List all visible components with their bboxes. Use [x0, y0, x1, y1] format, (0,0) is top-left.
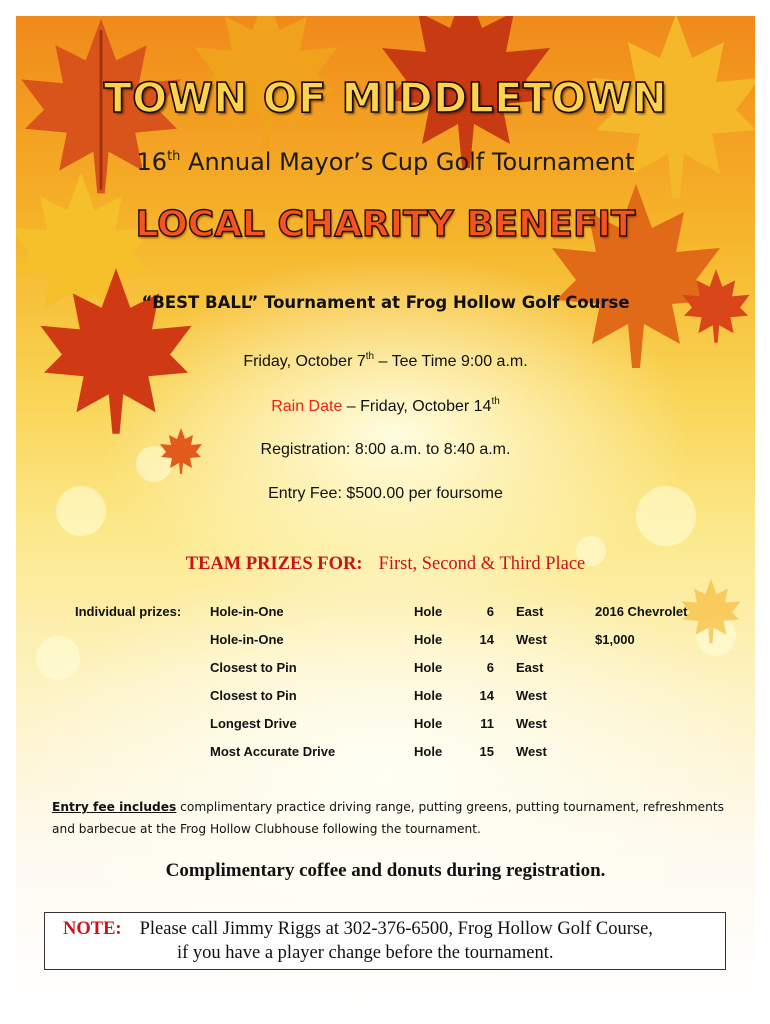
town-title: TOWN OF MIDDLETOWN [103, 74, 668, 122]
prize-hole-label: Hole [414, 604, 443, 619]
rain-date-text: – Friday, October 14 [342, 398, 492, 415]
prize-hole-number: 6 [486, 604, 494, 619]
date-suffix: th [365, 351, 375, 362]
prize-row [16, 632, 755, 652]
prize-row [16, 688, 755, 708]
note-text-1: Please call Jimmy Riggs at 302-376-6500, Frog Hollow Golf Course, [139, 919, 653, 939]
prize-hole-label: Hole [414, 716, 443, 731]
flyer [16, 16, 755, 1010]
coffee-line: Complimentary coffee and donuts during registration. [165, 860, 606, 881]
prize-row [16, 604, 755, 624]
note-label: NOTE: [63, 919, 122, 939]
annual-suffix: th [167, 149, 181, 164]
prize-course-side: West [516, 744, 547, 759]
prize-award: $1,000 [595, 632, 635, 647]
prize-name: Closest to Pin [210, 688, 297, 703]
team-prizes-value: First, Second & Third Place [378, 554, 586, 574]
prize-course-side: West [516, 716, 547, 731]
prize-course-side: East [516, 660, 544, 675]
date-line [16, 351, 755, 371]
tournament-subtitle [16, 148, 755, 176]
rain-date-line [16, 396, 755, 416]
rain-date-suffix: th [491, 396, 500, 407]
prize-name: Closest to Pin [210, 660, 297, 675]
tee-time-text: – Tee Time 9:00 a.m. [374, 353, 528, 370]
best-ball-line: “BEST BALL” Tournament at Frog Hollow Golf Course [141, 293, 630, 312]
registration-line: Registration: 8:00 a.m. to 8:40 a.m. [260, 441, 511, 458]
prize-name: Hole-in-One [210, 604, 284, 619]
prize-hole-number: 14 [479, 688, 494, 703]
individual-prizes-label: Individual prizes: [75, 604, 182, 619]
prize-course-side: East [516, 604, 544, 619]
prize-row [16, 744, 755, 764]
prize-hole-label: Hole [414, 744, 443, 759]
prize-hole-number: 14 [479, 632, 494, 647]
prize-course-side: West [516, 632, 547, 647]
prize-hole-number: 15 [479, 744, 494, 759]
team-prizes-label: TEAM PRIZES FOR: [185, 554, 363, 574]
prize-course-side: West [516, 688, 547, 703]
prize-row [16, 716, 755, 736]
prize-award: 2016 Chevrolet [595, 604, 688, 619]
annual-number: 16 [136, 148, 168, 176]
team-prizes-line [16, 554, 755, 575]
rain-date-label: Rain Date [271, 398, 343, 415]
prize-hole-number: 11 [480, 716, 494, 731]
entry-fee-line: Entry Fee: $500.00 per foursome [268, 485, 503, 502]
entry-fee-includes-paragraph [52, 796, 732, 840]
prize-hole-label: Hole [414, 632, 443, 647]
date-text: Friday, October 7 [243, 353, 366, 370]
annual-text: Annual Mayor’s Cup Golf Tournament [180, 148, 635, 176]
prize-name: Longest Drive [210, 716, 297, 731]
prize-hole-label: Hole [414, 660, 443, 675]
includes-label: Entry fee includes [52, 800, 177, 814]
includes-text: complimentary practice driving range, putting greens, putting tournament, refreshments and barbecue at the Frog Hollow Clubhouse following the tournament. [52, 800, 724, 836]
prize-name: Most Accurate Drive [210, 744, 336, 759]
note-line-1 [63, 919, 653, 940]
note-box [44, 912, 726, 970]
prize-name: Hole-in-One [210, 632, 284, 647]
prize-hole-number: 6 [486, 660, 494, 675]
note-line-2: if you have a player change before the tournament. [177, 943, 554, 963]
prize-hole-label: Hole [414, 688, 443, 703]
charity-heading: LOCAL CHARITY BENEFIT [135, 204, 636, 245]
prize-row [16, 660, 755, 680]
